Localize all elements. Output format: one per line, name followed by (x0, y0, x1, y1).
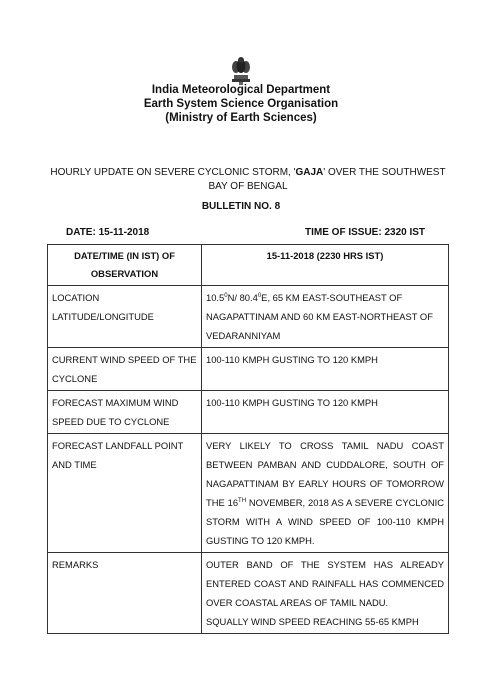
forecast-wind-label: FORECAST MAXIMUM WIND SPEED DUE TO CYCLONE (48, 391, 202, 434)
table-row (48, 553, 449, 634)
remarks-label: REMARKS (48, 553, 202, 634)
landfall-value: VERY LIKELY TO CROSS TAMIL NADU COAST BETWEEN PAMBAN AND CUDDALORE, SOUTH OF NAGAPATTINAM BY EARLY HOURS OF TOMORROW THE 16TH NOVEMBER, 2018 AS A SEVERE CYCLONIC STORM WITH A WIND SPEED OF 100-110 KMPH GUSTING TO 120 KMPH. (202, 434, 449, 553)
location-label: LOCATION LATITUDE/LONGITUDE (48, 286, 202, 348)
observation-time-value: 15-11-2018 (2230 HRS IST) (202, 245, 449, 286)
cyclone-name: GAJA (295, 167, 324, 178)
bulletin-number: BULLETIN NO. 8 (201, 201, 281, 212)
table-row (48, 391, 449, 434)
landfall-label: FORECAST LANDFALL POINT AND TIME (48, 434, 202, 553)
location-value: 10.5$^0$N/ 80.4$^0$E, 65 KM EAST-SOUTHEAST OF NAGAPATTINAM AND 60 KM EAST-NORTHEAST OF VEDARANNIYAM (202, 286, 449, 348)
current-wind-label: CURRENT WIND SPEED OF THE CYCLONE (48, 348, 202, 391)
table-row (48, 348, 449, 391)
org-sub-name: Earth System Science Organisation (143, 98, 339, 110)
observation-table (47, 244, 449, 634)
org-name: India Meteorological Department (151, 84, 331, 96)
table-row (48, 434, 449, 553)
issue-time: TIME OF ISSUE: 2320 IST (305, 227, 426, 238)
table-row (48, 286, 449, 348)
bulletin-subject: HOURLY UPDATE ON SEVERE CYCLONIC STORM, 'GAJA' OVER THE SOUTHWEST BAY OF BENGAL (50, 167, 446, 192)
issue-date: DATE: 15-11-2018 (66, 227, 150, 238)
current-wind-value: 100-110 KMPH GUSTING TO 120 KMPH (202, 348, 449, 391)
table-header-row (48, 245, 449, 286)
observation-time-header: DATE/TIME (IN IST) OF OBSERVATION (48, 245, 202, 286)
ministry-name: (Ministry of Earth Sciences) (165, 112, 317, 124)
remarks-value: OUTER BAND OF THE SYSTEM HAS ALREADY ENTERED COAST AND RAINFALL HAS COMMENCED OVER COASTAL AREAS OF TAMIL NADU. SQUALLY WIND SPEED REACHING 55-65 KMPH (202, 553, 449, 634)
national-emblem-icon (227, 55, 255, 85)
forecast-wind-value: 100-110 KMPH GUSTING TO 120 KMPH (202, 391, 449, 434)
